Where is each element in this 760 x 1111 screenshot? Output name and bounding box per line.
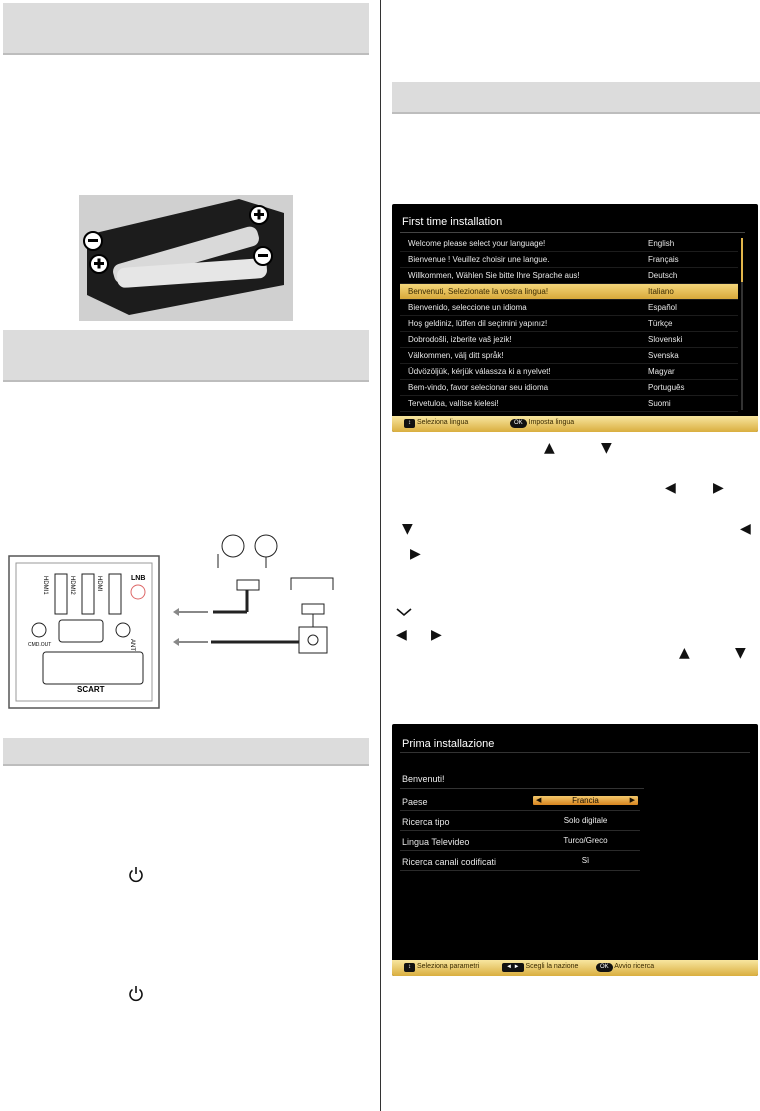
down-arrow-icon: ▼: [402, 521, 413, 537]
port-label-hdmi2: HDMI2: [69, 576, 75, 595]
list-item[interactable]: Bem-vindo, favor selecionar seu idioma Português: [400, 380, 738, 396]
standby-icon: [128, 866, 144, 884]
chevron-right-icon[interactable]: ▶: [629, 797, 635, 804]
screen-title: Prima installazione: [402, 738, 495, 750]
port-label-hdmi1: HDMI1: [42, 576, 48, 595]
section-heading-4: [392, 82, 760, 114]
help-ok-label: Imposta lingua: [528, 419, 575, 426]
port-label-scart: SCART: [77, 685, 105, 694]
port-label-ant: ANT: [129, 639, 135, 651]
list-item[interactable]: Willkommen, Wählen Sie bitte Ihre Sprache aus! Deutsch: [400, 268, 738, 284]
language-selection-screen: [392, 204, 758, 432]
down-arrow-icon: ▼: [735, 645, 746, 661]
standby-icon: [128, 985, 144, 1003]
list-item[interactable]: Bienvenue ! Veuillez choisir une langue. Français: [400, 252, 738, 268]
column-divider: [380, 0, 381, 1111]
port-label-hdmi3: HDMI: [96, 576, 102, 592]
section-heading-2: [3, 330, 369, 382]
right-arrow-icon: ▶: [713, 480, 724, 496]
setting-row-search-type[interactable]: Ricerca tipo Solo digitale: [400, 814, 640, 831]
right-arrow-icon: ▶: [410, 546, 421, 562]
left-arrow-icon: ◀: [665, 480, 676, 496]
list-item[interactable]: Welcome please select your language! English: [400, 236, 738, 252]
setting-row-scrambled-channels[interactable]: Ricerca canali codificati Sì: [400, 854, 640, 871]
screen-title: First time installation: [402, 216, 503, 228]
section-heading-1: [3, 3, 369, 55]
battery-illustration: [79, 195, 293, 321]
down-arrow-icon: ▼: [601, 440, 612, 456]
updown-key-icon: ↕: [404, 419, 415, 428]
help-bar: [392, 416, 758, 432]
scrollbar[interactable]: [741, 238, 743, 410]
setting-row-teletext-language[interactable]: Lingua Televideo Turco/Greco: [400, 834, 640, 851]
chevron-down-icon: [396, 604, 412, 614]
first-installation-screen: [392, 724, 758, 976]
list-item[interactable]: Dobrodošli, izberite vaš jezik! Slovenski: [400, 332, 738, 348]
list-item[interactable]: Tervetuloa, valitse kielesi! Suomi: [400, 396, 738, 412]
up-arrow-icon: ▲: [679, 645, 690, 661]
country-selector[interactable]: ◀ Francia ▶: [533, 796, 638, 805]
port-label-cmdout: CMD.OUT: [28, 642, 52, 648]
list-item[interactable]: Bienvenido, seleccione un idioma Español: [400, 300, 738, 316]
updown-key-icon: ↕: [404, 963, 415, 972]
list-item[interactable]: Välkommen, välj ditt språk! Svenska: [400, 348, 738, 364]
connection-diagram: [3, 524, 363, 714]
ok-key-icon: OK: [596, 963, 613, 972]
left-arrow-icon: ◀: [740, 521, 751, 537]
help-select-label: Seleziona lingua: [416, 419, 469, 426]
list-item-selected[interactable]: Benvenuti, Selezionate la vostra lingua! Italiano: [400, 284, 738, 300]
port-label-lnb: LNB: [131, 575, 146, 582]
chevron-left-icon[interactable]: ◀: [536, 797, 542, 804]
left-arrow-icon: ◀: [396, 627, 407, 643]
up-arrow-icon: ▲: [544, 440, 555, 456]
help-bar: ↕ Seleziona parametri ◄ ► Scegli la nazione OK Avvio ricerca: [392, 960, 758, 976]
list-item[interactable]: Üdvözöljük, kérjük válassza ki a nyelvet! Magyar: [400, 364, 738, 380]
welcome-text: Benvenuti!: [402, 774, 445, 784]
section-heading-3: [3, 738, 369, 766]
leftright-key-icon: ◄ ►: [502, 963, 524, 972]
list-item[interactable]: Hoş geldiniz, lütfen dil seçimini yapınız! Türkçe: [400, 316, 738, 332]
right-arrow-icon: ▶: [431, 627, 442, 643]
ok-key-icon: OK: [510, 419, 527, 428]
setting-row-country[interactable]: Paese ◀ Francia ▶: [400, 794, 640, 811]
